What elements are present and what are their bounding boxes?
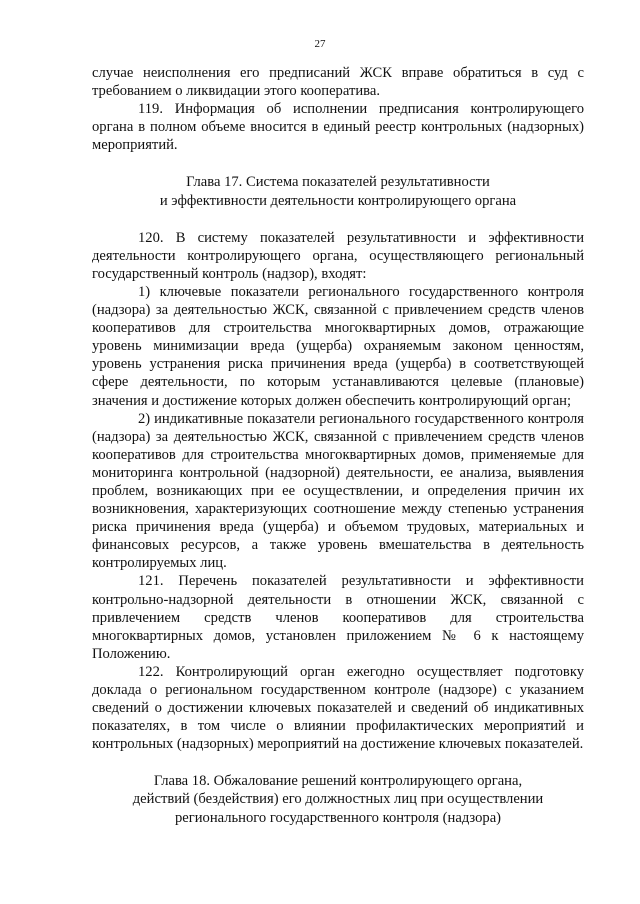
paragraph-122: 122. Контролирующий орган ежегодно осуществляет подготовку доклада о региональном государственном контроле (надзоре) с указанием сведений о достижении ключевых показателей и сведений об индикативных показателях, в том числе о влиянии профилактических мероприятий и контрольных (надзорных) мероприятий на достижение ключевых показателей. — [92, 663, 584, 753]
paragraph-continuation: случае неисполнения его предписаний ЖСК вправе обратиться в суд с требованием о ликвидации этого кооператива. — [92, 65, 584, 100]
paragraph-120: 120. В систему показателей результативности и эффективности деятельности контролирующего органа, осуществляющего региональный государственный контроль (надзор), входят: — [92, 229, 584, 282]
chapter-18-heading-line-3: регионального государственного контроля (надзора) — [174, 809, 502, 826]
chapter-18-heading — [92, 772, 584, 826]
chapter-18-heading-line-1: Глава 18. Обжалование решений контролирующего органа, — [153, 773, 523, 790]
chapter-17-heading-line-1: Глава 17. Система показателей результативности — [186, 174, 490, 191]
chapter-18-heading-line-2: действий (бездействия) его должностных лиц при осуществлении — [132, 791, 544, 808]
paragraph-119: 119. Информация об исполнении предписания контролирующего органа в полном объеме вносится в единый реестр контрольных (надзорных) мероприятий. — [92, 101, 584, 154]
paragraph-120-item-1: 1) ключевые показатели регионального государственного контроля (надзора) за деятельностью ЖСК, связанной с привлечением средств членов кооперативов для строительства многоквартирных домов, отражающие уровень минимизации вреда (ущерба) охраняемым законом ценностям, уровень устранения риска причинения вреда (ущерба) в соответствующей сфере деятельности, по которым устанавливаются целевые (плановые) значения и достижение которых должен обеспечить контролирующий орган; — [92, 283, 584, 409]
page-number: 27 — [314, 38, 326, 50]
document-body — [92, 64, 584, 827]
chapter-17-heading — [92, 173, 584, 209]
paragraph-120-item-2: 2) индикативные показатели регионального государственного контроля (надзора) за деятельностью ЖСК, связанной с привлечением средств членов кооперативов для строительства многоквартирных домов, применяемые для мониторинга контрольной (надзорной) деятельности, ее анализа, выявления проблем, возникающих при ее осуществлении, и определения причин их возникновения, характеризующих соотношение между степенью устранения риска причинения вреда (ущерба) и объемом трудовых, материальных и финансовых ресурсов, а также уровень вмешательства в деятельность контролируемых лиц. — [92, 410, 584, 572]
paragraph-121: 121. Перечень показателей результативности и эффективности контрольно-надзорной деятельности в отношении ЖСК, связанной с привлечением средств членов кооперативов для строительства многоквартирных домов, установлен приложением № 6 к настоящему Положению. — [92, 573, 584, 662]
chapter-17-heading-line-2: и эффективности деятельности контролирующего органа — [159, 192, 517, 209]
